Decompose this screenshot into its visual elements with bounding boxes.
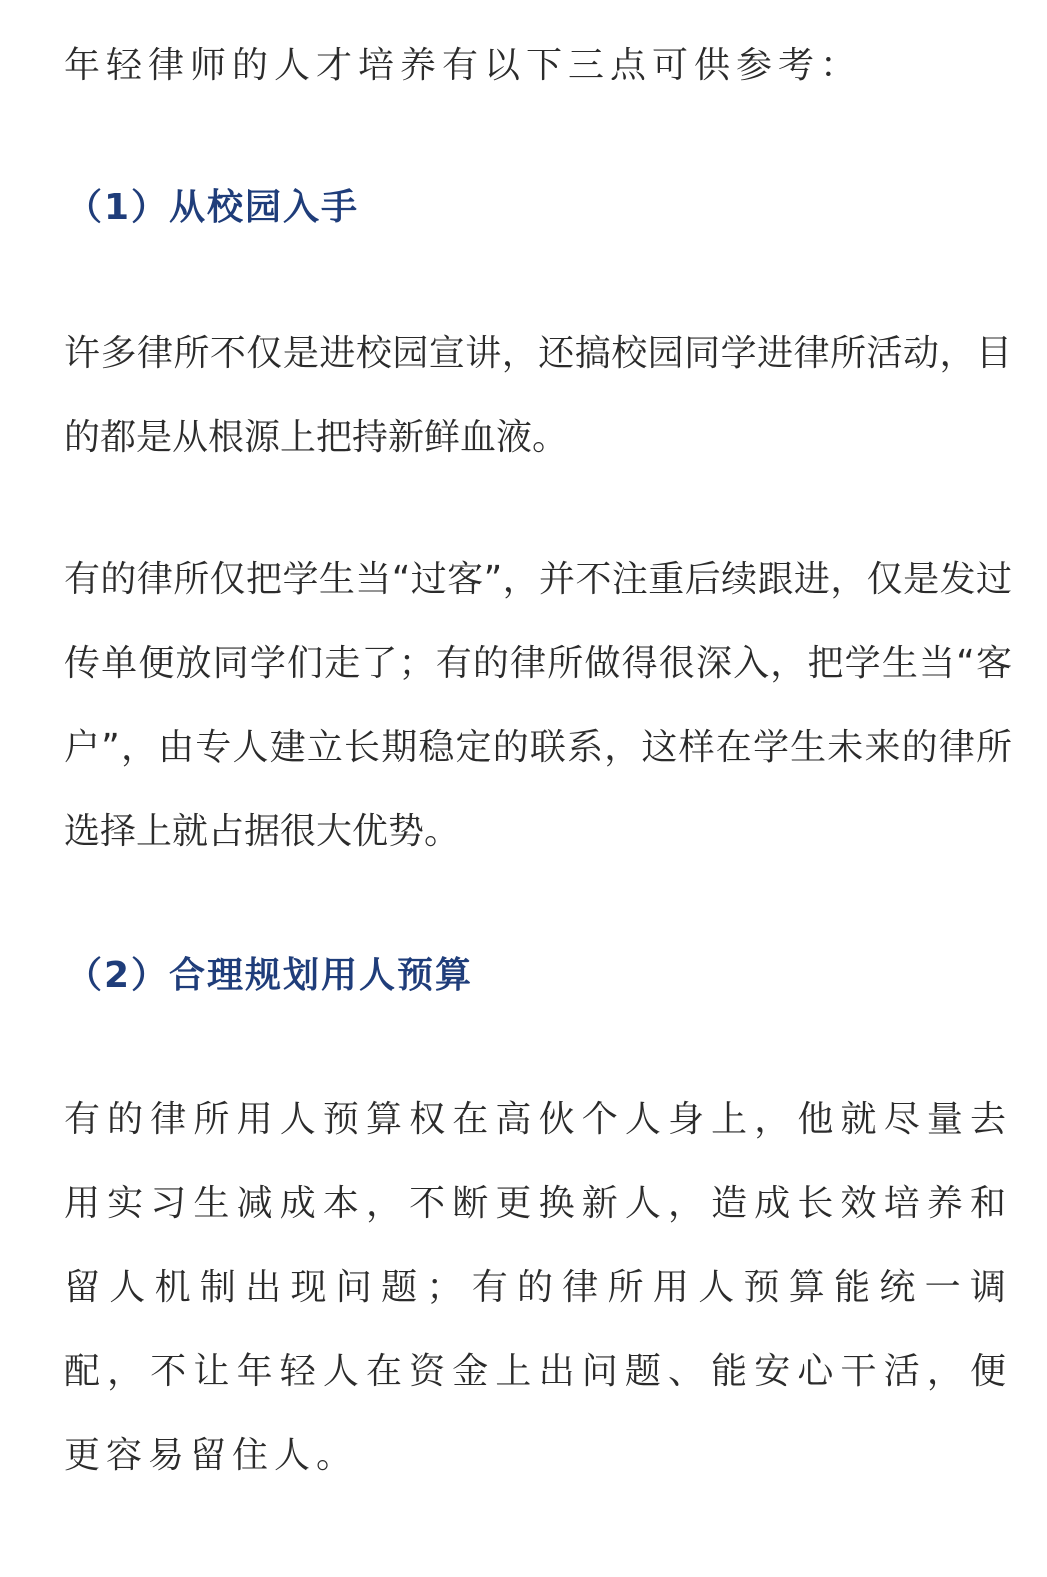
section-1-paragraph-1: 许多律所不仅是进校园宣讲，还搞校园同学进律所活动，目的都是从根源上把持新鲜血液。 [64,333,1012,458]
section-1-paragraph-2: 有的律所仅把学生当“过客”，并不注重后续跟进，仅是发过传单便放同学们走了；有的律所做得很深入，把学生当“客户”，由专人建立长期稳定的联系，这样在学生未来的律所选择上就占据很大优势。 [64,559,1012,852]
section-2-heading: （2）合理规划用人预算 [66,955,474,996]
intro-paragraph: 年轻律师的人才培养有以下三点可供参考： [64,45,863,86]
section-1-heading: （1）从校园入手 [66,187,360,228]
section-2-paragraph-1: 有的律所用人预算权在高伙个人身上，他就尽量去用实习生减成本，不断更换新人，造成长效培养和留人机制出现问题；有的律所用人预算能统一调配，不让年轻人在资金上出问题、能安心干活，便更容易留住人。 [64,1099,1012,1476]
